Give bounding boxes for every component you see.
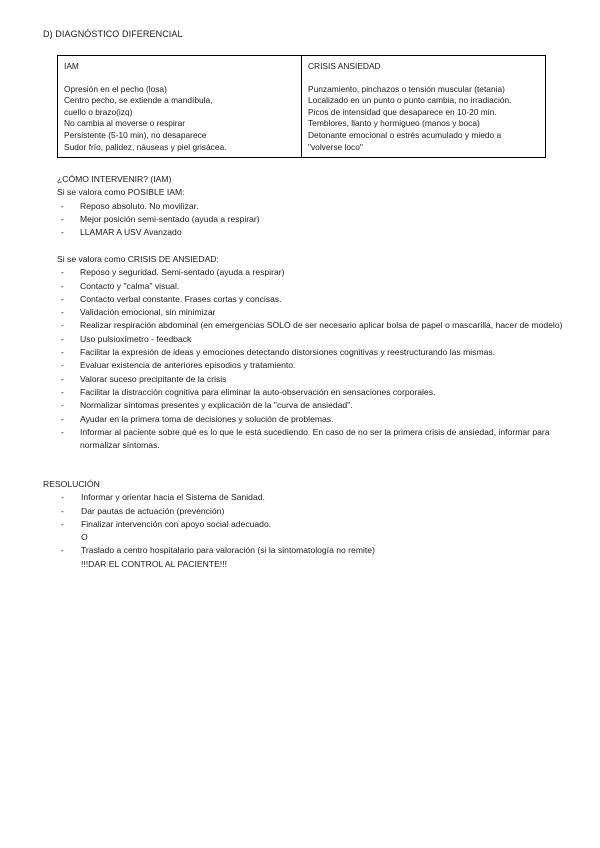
- crisis-column-title: CRISIS ANSIEDAD: [308, 61, 381, 71]
- crisis-line: Temblores, llanto y hormigueo (manos y boca): [308, 118, 480, 129]
- intervenir-section: [57, 173, 557, 239]
- list-item: - Valorar suceso precipitante de la crisis: [61, 373, 227, 384]
- list-item: - Ayudar en la primera toma de decisiones y solución de problemas.: [61, 413, 334, 424]
- crisis-line: Picos de intensidad que desaparece en 10-20 min.: [308, 106, 497, 117]
- list-item: - Facilitar la distracción cognitiva para eliminar la auto-observación en sensaciones corporales.: [61, 386, 436, 397]
- iam-line: Persistente (5-10 min), no desaparece: [64, 129, 207, 140]
- iam-column-title: IAM: [64, 61, 79, 71]
- iam-line: Sudor frío, palidez, náuseas y piel grisácea.: [64, 141, 227, 152]
- list-item: - Evaluar existencia de anteriores episodios y tratamiento.: [61, 360, 296, 371]
- list-item: - Contacto y "calma" visual.: [61, 280, 180, 291]
- list-item: - Realizar respiración abdominal (en emergencias SOLO de ser necesario aplicar bolsa de papel o mascarilla, hacer de modelo): [61, 320, 563, 331]
- list-item: - Mejor posición semi-sentado (ayuda a respirar): [61, 213, 260, 224]
- list-item: - Informar al paciente sobre qué es lo que le está sucediendo. En caso de no ser la primera crisis de ansiedad, informar para normalizar síntomas.: [61, 426, 550, 451]
- differential-diagnosis-table: [57, 55, 546, 158]
- separator-text: O: [81, 532, 88, 543]
- list-item: - Validación emocional, sin minimizar: [61, 307, 216, 318]
- ansiedad-list: [57, 266, 572, 452]
- list-item: - Informar y orientar hacia el Sistema de Sanidad.: [61, 492, 265, 503]
- iam-line: Centro pecho, se extiende a mandíbula,: [64, 95, 213, 106]
- resolucion-title: RESOLUCIÓN: [43, 479, 100, 489]
- resolucion-list: [43, 491, 563, 571]
- resolucion-section: [43, 478, 563, 571]
- crisis-line: "volverse loco": [308, 141, 363, 152]
- list-item: - Facilitar la expresión de ideas y emociones detectando distorsiones cognitivas y reestructurando las mismas.: [61, 347, 496, 358]
- list-item: - Normalizar síntomas presentes y explicación de la "curva de ansiedad".: [61, 400, 353, 411]
- crisis-line: Punzamiento, pinchazos o tensión muscular (tetania): [308, 83, 505, 94]
- ansiedad-section: [57, 253, 572, 452]
- closing-text: !!!DAR EL CONTROL AL PACIENTE!!!: [81, 558, 227, 569]
- iam-column: [58, 56, 302, 158]
- section-heading: D) DIAGNÓSTICO DIFERENCIAL: [43, 29, 183, 39]
- iam-line: Opresión en el pecho (losa): [64, 83, 167, 94]
- list-item: - Reposo y seguridad. Semi-sentado (ayuda a respirar): [61, 267, 285, 278]
- list-item: - Dar pautas de actuación (prevención): [61, 505, 225, 516]
- ansiedad-intro: Si se valora como CRISIS DE ANSIEDAD:: [57, 254, 219, 264]
- list-item: - Uso pulsioxímetro - feedback: [61, 333, 192, 344]
- list-item: - Reposo absoluto. No movilizar.: [61, 200, 199, 211]
- crisis-line: Detonante emocional o estrés acumulado y miedo a: [308, 129, 502, 140]
- crisis-ansiedad-column: [302, 56, 546, 158]
- list-item: - LLAMAR A USV Avanzado: [61, 227, 182, 238]
- intervenir-list: [57, 200, 557, 240]
- crisis-line: Localizado en un punto o punto cambia, no irradiación.: [308, 95, 512, 106]
- list-item: - Traslado a centro hospitalario para valoración (si la sintomatología no remite): [61, 545, 375, 556]
- intervenir-intro: Si se valora como POSIBLE IAM:: [57, 187, 185, 198]
- list-item: - Contacto verbal constante. Frases cortas y concisas.: [61, 293, 282, 304]
- list-item: - Finalizar intervención con apoyo social adecuado.: [61, 518, 272, 529]
- iam-line: cuello o brazo(izq): [64, 106, 133, 117]
- iam-line: No cambia al moverse o respirar: [64, 118, 186, 129]
- intervenir-title: ¿CÓMO INTERVENIR? (IAM): [57, 174, 172, 184]
